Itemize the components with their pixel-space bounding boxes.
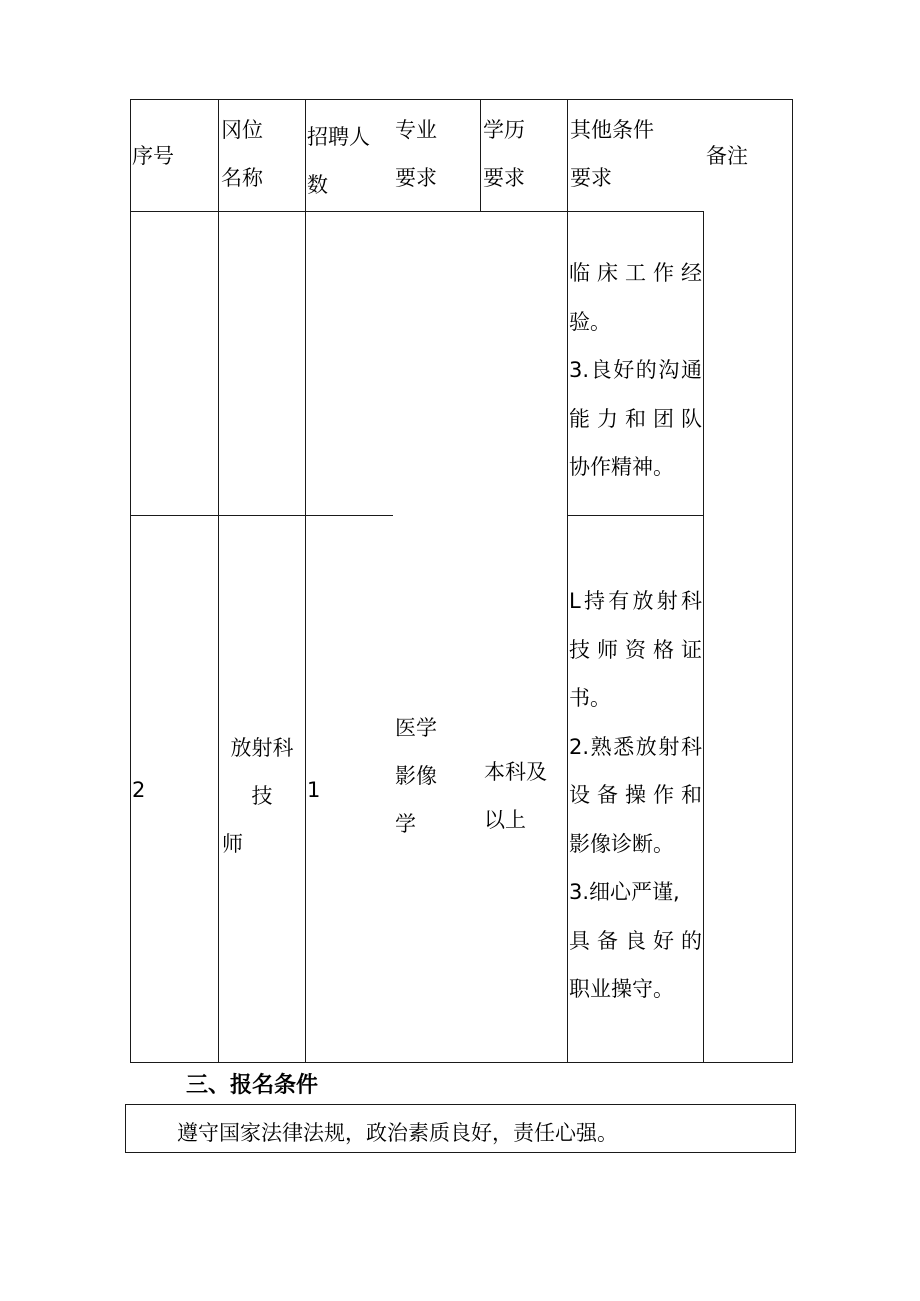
table-col-divider-1 [218, 99, 219, 1063]
header-major: 专业 要求 [395, 118, 437, 190]
row2-seq: 2 [132, 778, 146, 802]
table-row-divider-left [130, 515, 393, 516]
header-seq: 序号 [132, 144, 174, 168]
section-title: 三、报名条件 [186, 1073, 319, 1098]
table-col-divider-6 [703, 211, 704, 1063]
header-other-requirements: 其他条件 要求 [570, 118, 654, 190]
header-headcount: 招聘人 数 [307, 125, 370, 197]
row2-education: 本科及 以上 [484, 760, 547, 832]
conditions-box-top [125, 1104, 796, 1105]
row2-major: 医学 影像 学 [395, 716, 437, 836]
row2-other-requirements: L持有放射科 技师资格证 书。 2.熟悉放射科 设备操作和 影像诊断。 3.细心严谨, 具备良好的 职业操守。 [569, 589, 702, 1001]
table-row-divider-right [567, 515, 704, 516]
table-border-right [792, 99, 793, 1063]
row2-headcount: 1 [307, 778, 321, 802]
continued-other-requirements: 临床工作经 验。 3.良好的沟通 能力和团队 协作精神。 [569, 261, 702, 479]
table-col-divider-2 [305, 99, 306, 1063]
table-border-left [130, 99, 131, 1063]
table-border-top [130, 99, 793, 100]
table-col-divider-5 [567, 99, 568, 1063]
table-header-divider [130, 211, 704, 212]
header-remark: 备注 [706, 144, 748, 168]
header-post-name: 冈位 名称 [221, 118, 263, 190]
conditions-box-left [125, 1104, 126, 1153]
header-education: 学历 要求 [483, 118, 525, 190]
conditions-text: 遵守国家法律法规，政治素质良好，责任心强。 [177, 1121, 618, 1145]
conditions-box-right [795, 1104, 796, 1153]
table-border-bottom [130, 1062, 793, 1063]
table-col-divider-4 [480, 99, 481, 212]
row2-post-name: 放射科 技 师 [222, 736, 294, 856]
